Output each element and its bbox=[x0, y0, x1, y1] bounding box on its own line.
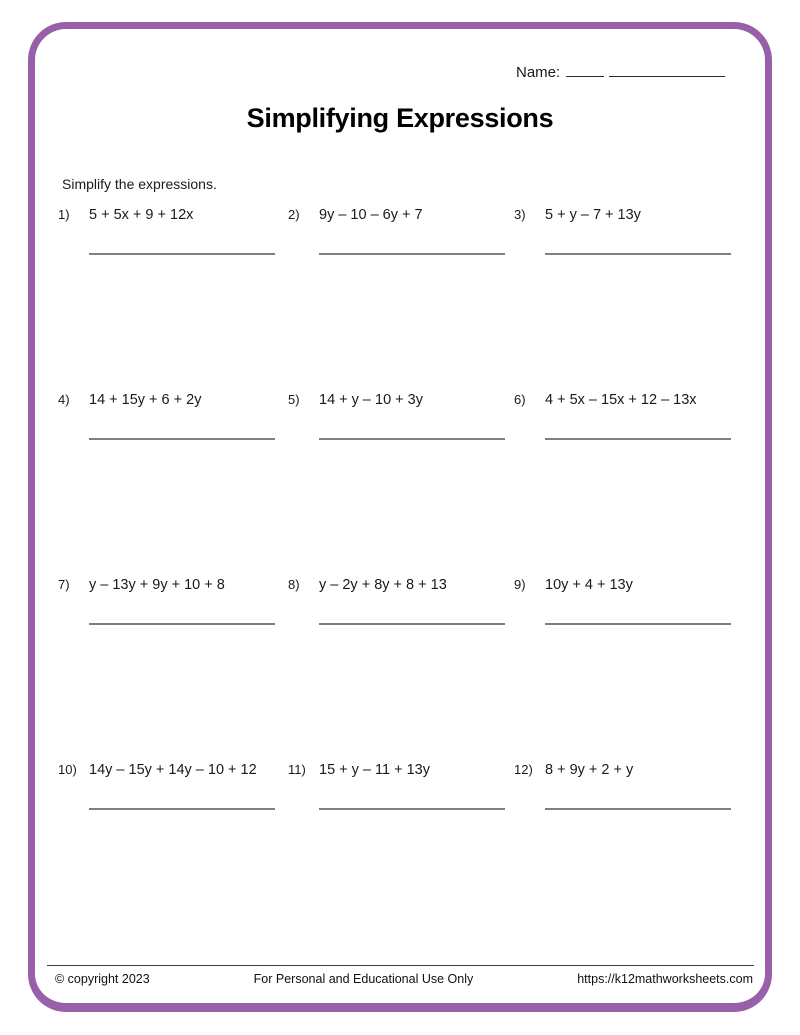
problem-11 bbox=[288, 758, 514, 943]
problem-number: 5) bbox=[288, 392, 300, 407]
problem-10 bbox=[58, 758, 288, 943]
problem-8 bbox=[288, 573, 514, 758]
problem-expression: 15 + y – 11 + 13y bbox=[319, 762, 430, 778]
problem-6 bbox=[514, 388, 748, 573]
problem-number: 12) bbox=[514, 762, 533, 777]
problem-number: 10) bbox=[58, 762, 77, 777]
problem-number: 9) bbox=[514, 577, 526, 592]
answer-blank[interactable] bbox=[545, 253, 731, 255]
answer-blank[interactable] bbox=[545, 808, 731, 810]
problem-5 bbox=[288, 388, 514, 573]
footer-divider bbox=[47, 965, 754, 966]
problem-expression: 14y – 15y + 14y – 10 + 12 bbox=[89, 762, 257, 778]
problem-expression: 14 + y – 10 + 3y bbox=[319, 392, 423, 408]
answer-blank[interactable] bbox=[319, 438, 505, 440]
instruction-text: Simplify the expressions. bbox=[62, 176, 217, 192]
problem-number: 4) bbox=[58, 392, 70, 407]
problem-expression: 9y – 10 – 6y + 7 bbox=[319, 207, 423, 223]
website-link[interactable]: https://k12mathworksheets.com bbox=[577, 972, 753, 986]
problem-expression: 4 + 5x – 15x + 12 – 13x bbox=[545, 392, 697, 408]
worksheet-title: Simplifying Expressions bbox=[246, 103, 554, 133]
problem-3 bbox=[514, 203, 748, 388]
answer-blank[interactable] bbox=[89, 808, 275, 810]
answer-blank[interactable] bbox=[89, 438, 275, 440]
problem-expression: y – 13y + 9y + 10 + 8 bbox=[89, 577, 225, 593]
problem-number: 3) bbox=[514, 207, 526, 222]
answer-blank[interactable] bbox=[89, 623, 275, 625]
answer-blank[interactable] bbox=[545, 623, 731, 625]
problem-number: 8) bbox=[288, 577, 300, 592]
problem-expression: 8 + 9y + 2 + y bbox=[545, 762, 634, 778]
problem-2 bbox=[288, 203, 514, 388]
name-label: Name: bbox=[516, 64, 561, 81]
problem-4 bbox=[58, 388, 288, 573]
problem-number: 6) bbox=[514, 392, 526, 407]
copyright-text: © copyright 2023 bbox=[55, 972, 150, 986]
name-line[interactable] bbox=[566, 60, 604, 77]
problem-expression: y – 2y + 8y + 8 + 13 bbox=[319, 577, 447, 593]
problem-number: 7) bbox=[58, 577, 70, 592]
problems-grid bbox=[58, 203, 748, 943]
answer-blank[interactable] bbox=[319, 808, 505, 810]
problem-1 bbox=[58, 203, 288, 388]
answer-blank[interactable] bbox=[319, 253, 505, 255]
problem-number: 1) bbox=[58, 207, 70, 222]
problem-9 bbox=[514, 573, 748, 758]
problem-expression: 5 + 5x + 9 + 12x bbox=[89, 207, 194, 223]
answer-blank[interactable] bbox=[319, 623, 505, 625]
problem-expression: 5 + y – 7 + 13y bbox=[545, 207, 641, 223]
problem-expression: 14 + 15y + 6 + 2y bbox=[89, 392, 202, 408]
usage-text: For Personal and Educational Use Only bbox=[253, 972, 474, 986]
problem-number: 2) bbox=[288, 207, 300, 222]
name-line[interactable] bbox=[609, 60, 725, 77]
problem-expression: 10y + 4 + 13y bbox=[545, 577, 633, 593]
problem-number: 11) bbox=[288, 762, 306, 777]
name-field bbox=[516, 60, 725, 81]
problem-12 bbox=[514, 758, 748, 943]
answer-blank[interactable] bbox=[89, 253, 275, 255]
problem-7 bbox=[58, 573, 288, 758]
answer-blank[interactable] bbox=[545, 438, 731, 440]
footer bbox=[47, 972, 754, 986]
